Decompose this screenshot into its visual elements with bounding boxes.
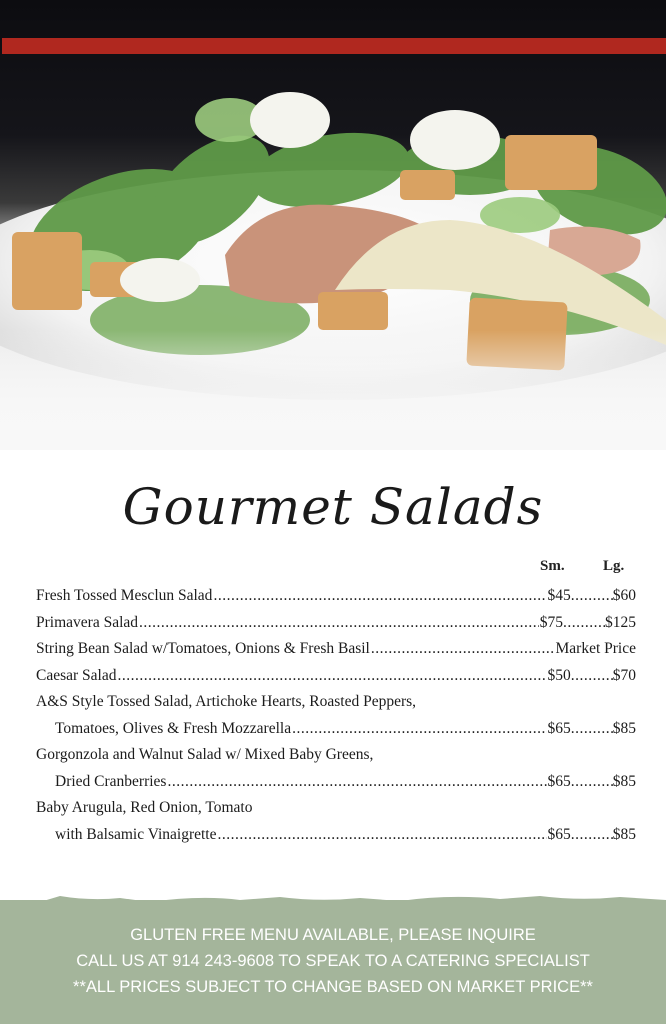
menu-item	[36, 720, 636, 747]
price-large: $70	[612, 666, 636, 684]
menu-item-line	[36, 746, 636, 773]
menu-item	[36, 826, 636, 853]
column-header-small: Sm.	[540, 558, 565, 574]
hero-photo	[0, 0, 666, 450]
menu-item-line	[36, 799, 636, 826]
price-small: $50	[547, 666, 571, 684]
menu-item-name: Gorgonzola and Walnut Salad w/ Mixed Baby Greens,	[36, 746, 374, 763]
dot-leader	[218, 826, 547, 844]
dot-leader	[371, 640, 555, 658]
dot-leader	[571, 826, 613, 844]
menu-item-name: A&S Style Tossed Salad, Artichoke Hearts, Roasted Peppers,	[36, 693, 417, 710]
column-header-large: Lg.	[603, 558, 625, 574]
dot-leader	[292, 720, 546, 738]
brush-edge	[0, 892, 666, 914]
footer-text	[0, 922, 666, 1000]
menu-item-name: Caesar Salad	[36, 666, 117, 684]
footer-gluten-free: GLUTEN FREE MENU AVAILABLE, PLEASE INQUIRE	[130, 926, 536, 944]
menu-item	[36, 587, 636, 614]
dot-leader	[213, 587, 546, 605]
footer-banner	[0, 900, 666, 1024]
price-large: $60	[612, 587, 636, 604]
dot-leader	[571, 667, 613, 685]
photo-fade	[0, 330, 666, 450]
menu-item-line	[36, 693, 636, 720]
menu-item	[36, 614, 636, 641]
price-large: $85	[612, 719, 636, 737]
menu-item-name-cont: Tomatoes, Olives & Fresh Mozzarella	[55, 719, 292, 737]
footer-price-note: **ALL PRICES SUBJECT TO CHANGE BASED ON MARKET PRICE**	[73, 978, 593, 996]
footer-phone: CALL US AT 914 243-9608 TO SPEAK TO A CATERING SPECIALIST	[76, 952, 590, 970]
price-small: $65	[547, 825, 571, 843]
menu-item-name: Fresh Tossed Mesclun Salad	[36, 587, 213, 604]
price-large: $125	[605, 613, 636, 631]
price-small: $65	[547, 719, 571, 737]
menu-item-name: Baby Arugula, Red Onion, Tomato	[36, 799, 253, 816]
menu-item	[36, 667, 636, 694]
menu-item-name-cont: Dried Cranberries	[55, 772, 167, 790]
dot-leader	[571, 587, 613, 605]
dot-leader	[571, 720, 613, 738]
dot-leader	[167, 773, 546, 791]
price-large: $85	[612, 772, 636, 790]
dot-leader	[571, 773, 613, 791]
page-title: Gourmet Salads	[122, 478, 544, 536]
menu-item	[36, 773, 636, 800]
dot-leader	[563, 614, 605, 632]
menu-item-name: String Bean Salad w/Tomatoes, Onions & Fresh Basil	[36, 640, 370, 657]
price-market: Market Price	[555, 640, 636, 657]
price-small: $75	[539, 613, 563, 631]
price-small: $45	[547, 587, 571, 604]
menu-item-name-cont: with Balsamic Vinaigrette	[55, 825, 217, 843]
price-large: $85	[612, 825, 636, 843]
menu-item-name: Primavera Salad	[36, 613, 139, 631]
dot-leader	[117, 667, 546, 685]
menu-item	[36, 640, 636, 667]
salad-menu-list	[36, 587, 636, 852]
price-small: $65	[547, 772, 571, 790]
dot-leader	[139, 614, 539, 632]
